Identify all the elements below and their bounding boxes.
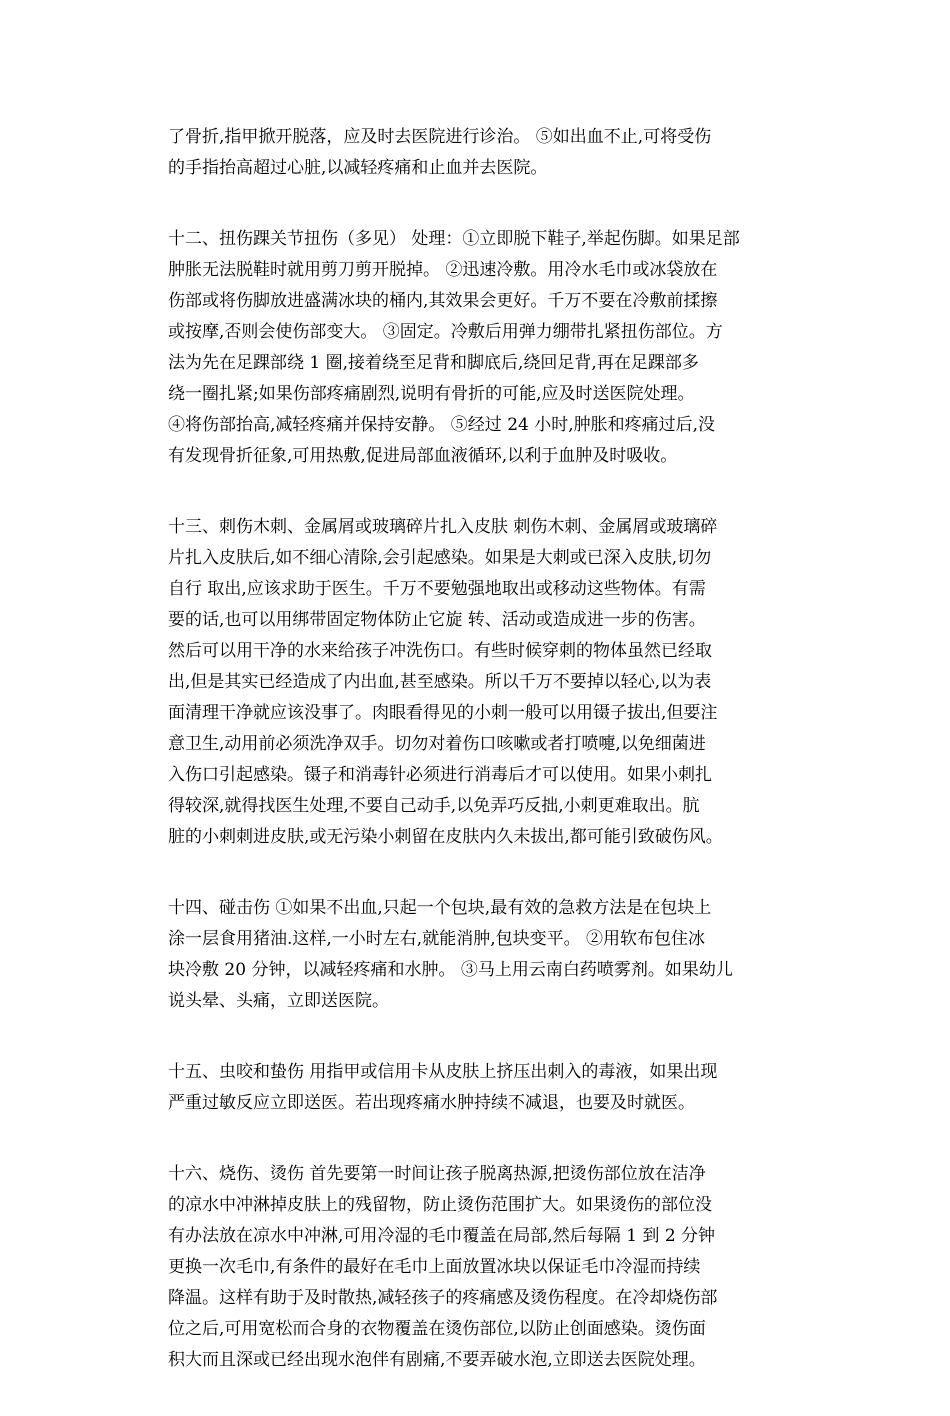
text-line: 面清理干净就应该没事了。肉眼看得见的小刺一般可以用镊子拔出,但要注 [168, 703, 718, 723]
text-line: 位之后,可用宽松而合身的衣物覆盖在烫伤部位,以防止创面感染。烫伤面 [168, 1319, 706, 1339]
text-line: 入伤口引起感染。镊子和消毒针必须进行消毒后才可以使用。如果小刺扎 [168, 765, 712, 785]
paragraph-insect-bite [168, 1057, 790, 1119]
text-line: 有发现骨折征象,可用热敷,促进局部血液循环,以利于血肿及时吸收。 [168, 446, 678, 466]
text-line: 脏的小刺刺进皮肤,或无污染小刺留在皮肤内久未拔出,都可能引致破伤风。 [168, 827, 723, 847]
text-line: 十二、扭伤踝关节扭伤（多见） 处理：①立即脱下鞋子,举起伤脚。如果足部 [168, 229, 740, 249]
paragraph-burn-scald [168, 1159, 790, 1376]
text-line: 出,但是其实已经造成了内出血,甚至感染。所以千万不要掉以轻心,以为表 [168, 672, 712, 692]
paragraph-bump-injury [168, 893, 790, 1017]
text-line: 说头晕、头痛，立即送医院。 [168, 991, 389, 1011]
text-line: 或按摩,否则会使伤部变大。 ③固定。冷敷后用弹力绷带扎紧扭伤部位。方 [168, 322, 723, 342]
text-line: 十六、烧伤、烫伤 首先要第一时间让孩子脱离热源,把烫伤部位放在洁净 [168, 1164, 706, 1184]
text-line: 有办法放在凉水中冲淋,可用冷湿的毛巾覆盖在局部,然后每隔 1 到 2 分钟 [168, 1226, 716, 1246]
text-line: 十四、碰击伤 ①如果不出血,只起一个包块,最有效的急救方法是在包块上 [168, 898, 712, 918]
text-line: 意卫生,动用前必须洗净双手。切勿对着伤口咳嗽或者打喷嚏,以免细菌进 [168, 734, 706, 754]
text-line: ④将伤部抬高,减轻疼痛并保持安静。 ⑤经过 24 小时,肿胀和疼痛过后,没 [168, 415, 716, 435]
text-line: 片扎入皮肤后,如不细心清除,会引起感染。如果是大刺或已深入皮肤,切勿 [168, 548, 712, 568]
text-line: 自行 取出,应该求助于医生。千万不要勉强地取出或移动这些物体。有需 [168, 579, 706, 599]
document-page [168, 122, 790, 1416]
paragraph-finger-injury-continued [168, 122, 790, 184]
text-line: 更换一次毛巾,有条件的最好在毛巾上面放置冰块以保证毛巾冷湿而持续 [168, 1257, 701, 1277]
text-line: 降温。这样有助于及时散热,减轻孩子的疼痛感及烫伤程度。在冷却烧伤部 [168, 1288, 718, 1308]
text-line: 十五、虫咬和蛰伤 用指甲或信用卡从皮肤上挤压出刺入的毒液，如果出现 [168, 1062, 718, 1082]
text-line: 的手指抬高超过心脏,以减轻疼痛和止血并去医院。 [168, 158, 548, 178]
text-line: 法为先在足踝部绕 1 圈,接着绕至足背和脚底后,绕回足背,再在足踝部多 [168, 353, 699, 373]
text-line: 得较深,就得找医生处理,不要自己动手,以免弄巧反拙,小刺更难取出。肮 [168, 796, 700, 816]
text-line: 的凉水中冲淋掉皮肤上的残留物，防止烫伤范围扩大。如果烫伤的部位没 [168, 1195, 712, 1215]
paragraph-puncture-wound [168, 512, 790, 853]
text-line: 然后可以用干净的水来给孩子冲洗伤口。有些时候穿刺的物体虽然已经取 [168, 641, 712, 661]
text-line: 积大而且深或已经出现水泡伴有剧痛,不要弄破水泡,立即送去医院处理。 [168, 1350, 706, 1370]
text-line: 肿胀无法脱鞋时就用剪刀剪开脱掉。 ②迅速冷敷。用冷水毛巾或冰袋放在 [168, 260, 718, 280]
text-line: 绕一圈扎紧;如果伤部疼痛剧烈,说明有骨折的可能,应及时送医院处理。 [168, 384, 695, 404]
text-line: 块冷敷 20 分钟，以减轻疼痛和水肿。 ③马上用云南白药喷雾剂。如果幼儿 [168, 960, 733, 980]
text-line: 涂一层食用猪油.这样,一小时左右,就能消肿,包块变平。 ②用软布包住冰 [168, 929, 706, 949]
text-line: 要的话,也可以用绑带固定物体防止它旋 转、活动或造成进一步的伤害。 [168, 610, 706, 630]
text-line: 了骨折,指甲掀开脱落，应及时去医院进行诊治。 ⑤如出血不止,可将受伤 [168, 127, 712, 147]
paragraph-ankle-sprain [168, 224, 790, 472]
text-line: 严重过敏反应立即送医。若出现疼痛水肿持续不减退，也要及时就医。 [168, 1093, 695, 1113]
text-line: 伤部或将伤脚放进盛满冰块的桶内,其效果会更好。千万不要在冷敷前揉擦 [168, 291, 718, 311]
text-line: 十三、刺伤木刺、金属屑或玻璃碎片扎入皮肤 刺伤木刺、金属屑或玻璃碎 [168, 517, 718, 537]
